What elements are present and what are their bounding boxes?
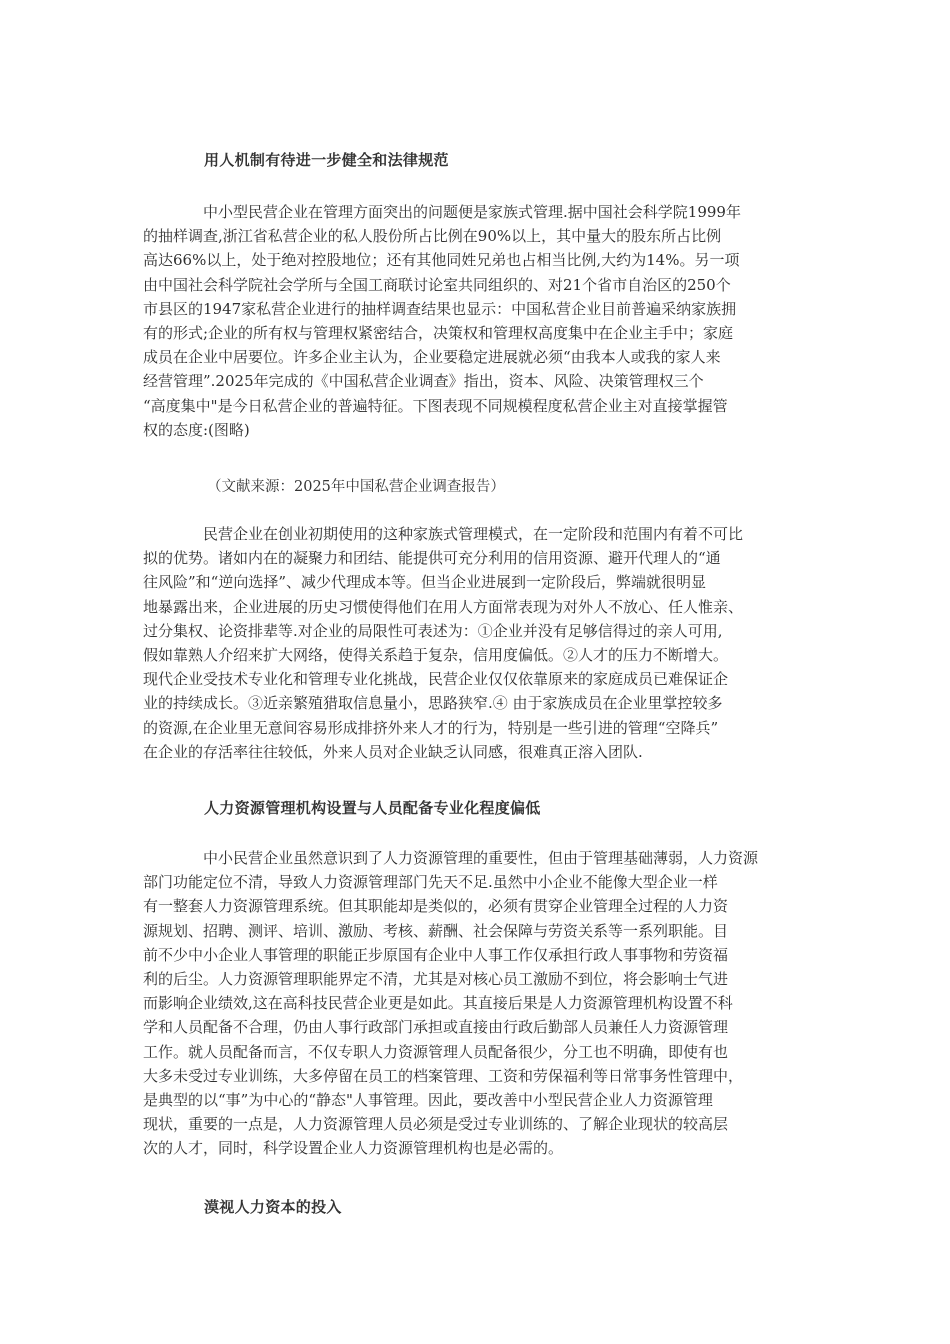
- paragraph-line: 经营管理”.2025年完成的《中国私营企业调查》指出，资本、风险、决策管理权三个: [143, 372, 704, 391]
- paragraph-line: 中小型民营企业在管理方面突出的问题便是家族式管理.据中国社会科学院1999年: [203, 203, 741, 221]
- paragraph-1: [143, 200, 813, 442]
- paragraph-line: 假如靠熟人介绍来扩大网络，使得关系趋于复杂，信用度偏低。②人才的压力不断增大。: [143, 646, 729, 665]
- paragraph-line: 学和人员配备不合理，仍由人事行政部门承担或直接由行政后勤部人员兼任人力资源管理: [143, 1018, 729, 1037]
- paragraph-line: 高达66%以上，处于绝对控股地位；还有其他同姓兄弟也占相当比例,大约为14%。另一项: [143, 251, 740, 270]
- paragraph-line: 过分集权、论资排辈等.对企业的局限性可表述为：①企业并没有足够信得过的亲人可用,: [143, 621, 723, 640]
- paragraph-line: 源规划、招聘、测评、培训、激励、考核、薪酬、社会保障与劳资关系等一系列职能。目: [143, 921, 729, 940]
- paragraph-line: 由中国社会科学院社会学所与全国工商联讨论室共同组织的、对21个省市自治区的250个: [143, 275, 731, 294]
- paragraph-line: 往风险”和“逆向选择”、减少代理成本等。但当企业进展到一定阶段后，弊端就很明显: [143, 573, 707, 592]
- paragraph-line: “高度集中"是今日私营企业的普遍特征。下图表现不同规模程度私营企业主对直接掌握管: [143, 396, 728, 415]
- paragraph-line: 而影响企业绩效,这在高科技民营企业更是如此。其直接后果是人力资源管理机构设置不科: [143, 994, 733, 1013]
- paragraph-line: 利的后尘。人力资源管理职能界定不清，尤其是对核心员工激励不到位，将会影响士气进: [143, 970, 729, 989]
- paragraph-line: 工作。就人员配备而言，不仅专职人力资源管理人员配备很少，分工也不明确，即使有也: [143, 1042, 729, 1061]
- paragraph-line: 前不少中小企业人事管理的职能正步原国有企业中人事工作仅承担行政人事事物和劳资福: [143, 945, 729, 964]
- paragraph-line: 的抽样调查,浙江省私营企业的私人股份所占比例在90%以上，其中量大的股东所占比例: [143, 227, 722, 246]
- paragraph-line: 成员在企业中居要位。许多企业主认为，企业要稳定进展就必须“由我本人或我的家人来: [143, 348, 721, 367]
- paragraph-line: 部门功能定位不清，导致人力资源管理部门先天不足.虽然中小企业不能像大型企业一样: [143, 873, 718, 892]
- paragraph-line: 大多未受过专业训练，大多停留在员工的档案管理、工资和劳保福利等日常事务性管理中，: [143, 1066, 744, 1085]
- paragraph-line: 有的形式;企业的所有权与管理权紧密结合，决策权和管理权高度集中在企业主手中；家庭: [143, 324, 734, 343]
- paragraph-3: [143, 846, 813, 1161]
- paragraph-line: 市县区的1947家私营企业进行的抽样调查结果也显示：中国私营企业目前普遍采纳家族拥: [143, 299, 737, 318]
- paragraph-line: 中小民营企业虽然意识到了人力资源管理的重要性，但由于管理基础薄弱，人力资源: [203, 849, 759, 867]
- section-heading-3: 漠视人力资本的投入: [204, 1198, 342, 1216]
- paragraph-line: 的资源,在企业里无意间容易形成排挤外来人才的行为，特别是一些引进的管理“空降兵”: [143, 718, 719, 737]
- paragraph-line: 现状，重要的一点是，人力资源管理人员必须是受过专业训练的、了解企业现状的较高层: [143, 1115, 729, 1134]
- paragraph-line: 拟的优势。诸如内在的凝聚力和团结、能提供可充分利用的信用资源、避开代理人的“通: [143, 549, 721, 568]
- paragraph-line: 业的持续成长。③近亲繁殖猎取信息量小，思路狭窄.④ 由于家族成员在企业里掌控较多: [143, 694, 723, 713]
- source-citation: （文献来源：2025年中国私营企业调查报告）: [207, 479, 505, 495]
- paragraph-line: 在企业的存活率往往较低，外来人员对企业缺乏认同感，很难真正溶入团队.: [143, 742, 643, 761]
- paragraph-line: 是典型的以“事”为中心的“静态"人事管理。因此，要改善中小型民营企业人力资源管理: [143, 1091, 713, 1110]
- paragraph-line: 地暴露出来，企业进展的历史习惯使得他们在用人方面常表现为对外人不放心、任人惟亲、: [143, 597, 744, 616]
- paragraph-line: 次的人才，同时，科学设置企业人力资源管理机构也是必需的。: [143, 1139, 564, 1158]
- paragraph-line: 民营企业在创业初期使用的这种家族式管理模式，在一定阶段和范围内有着不可比: [203, 525, 744, 543]
- paragraph-line: 有一整套人力资源管理系统。但其职能却是类似的，必须有贯穿企业管理全过程的人力资: [143, 897, 729, 916]
- paragraph-line: 权的态度:(图略): [143, 420, 250, 439]
- section-heading-2: 人力资源管理机构设置与人员配备专业化程度偏低: [204, 799, 541, 817]
- paragraph-2: [143, 522, 813, 764]
- paragraph-line: 现代企业受技术专业化和管理专业化挑战，民营企业仅仅依靠原来的家庭成员已难保证企: [143, 670, 729, 689]
- section-heading-1: 用人机制有待进一步健全和法律规范: [204, 151, 449, 169]
